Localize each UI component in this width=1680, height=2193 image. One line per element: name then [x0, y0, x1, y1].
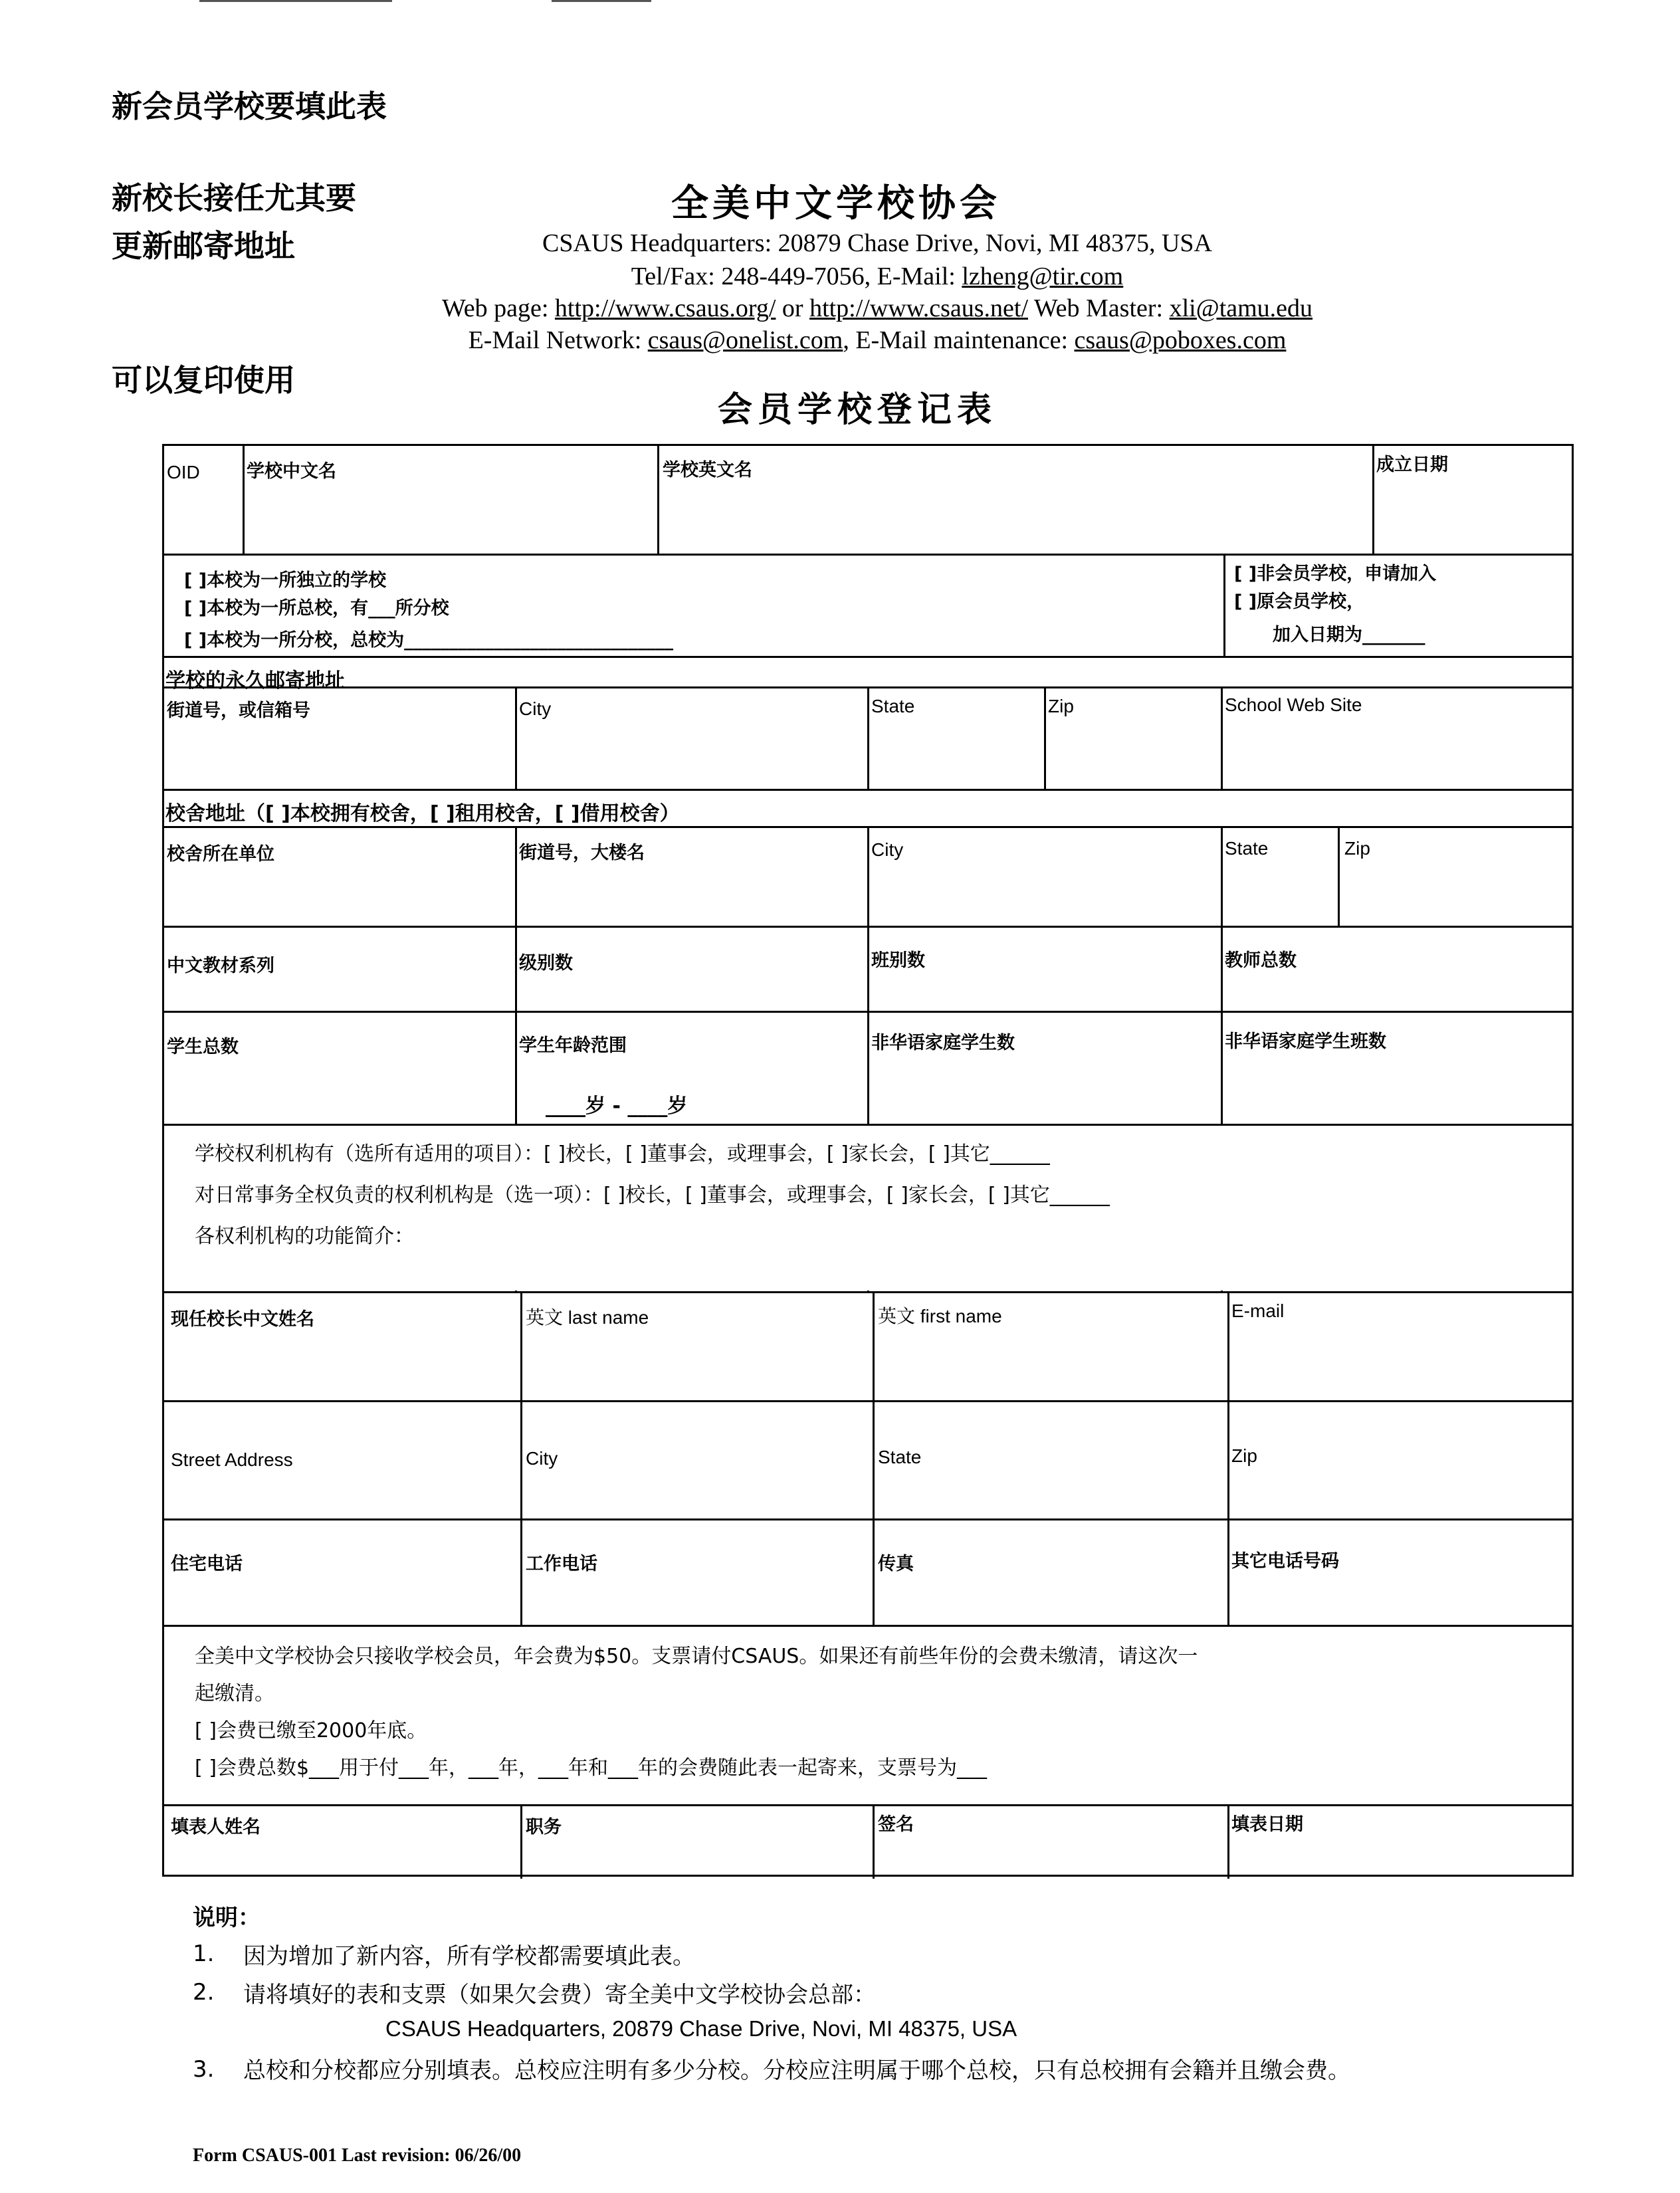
age-range-label: 学生年龄范围 [519, 1035, 627, 1056]
grid-line [515, 686, 517, 789]
note-3-number: 3. [193, 2056, 215, 2083]
city3-label: City [526, 1448, 558, 1469]
grid-line [164, 554, 1572, 556]
note-photocopy: 可以复印使用 [112, 362, 295, 398]
textbook-label: 中文教材系列 [167, 956, 274, 976]
scan-mark-top [552, 0, 651, 2]
note-1-number: 1. [193, 1940, 215, 1967]
web-prefix: Web page: [441, 294, 555, 322]
perm-address-title: 学校的永久邮寄地址 [165, 669, 345, 692]
fee-total-option[interactable]: [ ]会费总数$___用于付___年，___年，___年和___年的会费随此表一起寄来，支票号为___ [195, 1756, 988, 1780]
fee-line-2: 起缴清。 [195, 1682, 274, 1705]
option-nonmember[interactable]: [ ]非会员学校，申请加入 [1234, 564, 1437, 584]
note-2-number: 2. [193, 1979, 215, 2006]
street-address-label: Street Address [171, 1449, 293, 1470]
city2-label: City [871, 839, 904, 860]
scan-mark-top [199, 0, 392, 2]
teacher-total-label: 教师总数 [1225, 950, 1297, 971]
street-po-label: 街道号，或信箱号 [167, 700, 310, 721]
web-line [279, 294, 1475, 323]
grid-line [164, 789, 1572, 791]
registration-form [162, 444, 1574, 1877]
zip3-label: Zip [1231, 1445, 1257, 1466]
zip-label: Zip [1048, 696, 1074, 716]
student-total-label: 学生总数 [167, 1037, 239, 1057]
grid-line [1227, 1804, 1229, 1879]
option-former-member[interactable]: [ ]原会员学校， [1234, 591, 1365, 612]
non-chinese-students-label: 非华语家庭学生数 [871, 1033, 1015, 1053]
note-new-member: 新会员学校要填此表 [112, 88, 387, 124]
email-network-line [279, 326, 1475, 355]
last-name-label: 英文 last name [526, 1307, 649, 1328]
age-range-blank[interactable]: ____岁 - ____岁 [546, 1095, 688, 1118]
zip2-label: Zip [1344, 838, 1370, 859]
state2-label: State [1225, 838, 1269, 859]
grid-line [873, 1291, 875, 1625]
grid-line [1221, 686, 1223, 789]
web-url-org-link[interactable]: http://www.csaus.org/ [554, 294, 776, 322]
governance-line-3: 各权利机构的功能简介： [195, 1225, 414, 1248]
fee-paid-option[interactable]: [ ]会费已缴至2000年底。 [195, 1719, 427, 1742]
school-en-name-label: 学校英文名 [663, 460, 752, 480]
join-date-label: 加入日期为_______ [1273, 625, 1425, 645]
campus-address-title: 校舍地址（[ ]本校拥有校舍，[ ]租用校舍，[ ]借用校舍） [165, 802, 680, 825]
grid-line [164, 1804, 1572, 1806]
note-2-address: CSAUS Headquarters, 20879 Chase Drive, Novi, MI 48375, USA [385, 2016, 1017, 2041]
signature-label: 签名 [878, 1814, 914, 1835]
street-building-label: 街道号，大楼名 [519, 843, 645, 863]
network-prefix: E-Mail Network: [468, 326, 648, 354]
city-label: City [519, 698, 552, 719]
option-branch-campus[interactable]: [ ]本校为一所分校，总校为______________________________ [184, 630, 674, 651]
hq-address: CSAUS Headquarters: 20879 Chase Drive, Novi, MI 48375, USA [542, 229, 1212, 257]
web-master-email-link[interactable]: xli@tamu.edu [1169, 294, 1313, 322]
grid-line [164, 1518, 1572, 1520]
option-main-campus[interactable]: [ ]本校为一所总校，有___所分校 [184, 598, 449, 619]
founded-date-label: 成立日期 [1376, 455, 1448, 475]
tel-fax-text: Tel/Fax: 248-449-7056, E-Mail: [631, 262, 962, 290]
note-3: 总校和分校都应分别填表。总校应注明有多少分校。分校应注明属于哪个总校，只有总校拥有会籍并且缴会费。 [243, 2057, 1350, 2084]
note-1: 因为增加了新内容，所有学校都需要填此表。 [243, 1943, 695, 1970]
grid-line [164, 1291, 1572, 1293]
grid-line [867, 686, 869, 789]
oid-label: OID [167, 462, 200, 482]
first-name-label: 英文 first name [878, 1306, 1002, 1326]
grid-line [164, 926, 1572, 928]
grid-line [243, 446, 245, 554]
form-title: 会员学校登记表 [718, 389, 998, 430]
work-phone-label: 工作电话 [526, 1554, 597, 1574]
filler-name-label: 填表人姓名 [171, 1817, 261, 1837]
grid-line [520, 1291, 522, 1625]
governance-line-2: 对日常事务全权负责的权利机构是（选一项）：[ ]校长，[ ]董事会，或理事会，[ ]家长会，[ ]其它______ [195, 1184, 1110, 1207]
school-cn-name-label: 学校中文名 [247, 461, 336, 482]
fill-date-label: 填表日期 [1231, 1814, 1303, 1835]
class-count-label: 班别数 [871, 950, 925, 971]
fee-line-1: 全美中文学校协会只接收学校会员，年会费为$50。支票请付CSAUS。如果还有前些年份的会费未缴清，请这次一 [195, 1645, 1198, 1668]
grade-count-label: 级别数 [519, 953, 573, 974]
grid-line [873, 1804, 875, 1879]
campus-unit-label: 校舍所在单位 [167, 844, 274, 865]
maint-email-link[interactable]: csaus@poboxes.com [1074, 326, 1287, 354]
tel-fax-email-link[interactable]: lzheng@tir.com [962, 262, 1124, 290]
note-2: 请将填好的表和支票（如果欠会费）寄全美中文学校协会总部： [243, 1982, 876, 2008]
fax-label: 传真 [878, 1554, 914, 1574]
notes-heading: 说明： [193, 1905, 261, 1931]
grid-line [520, 1804, 522, 1879]
grid-line [164, 1625, 1572, 1627]
grid-line [657, 446, 659, 554]
grid-line [164, 1400, 1572, 1402]
network-email-link[interactable]: csaus@onelist.com [647, 326, 843, 354]
other-phone-label: 其它电话号码 [1231, 1551, 1339, 1572]
grid-line [1227, 1291, 1229, 1625]
grid-line [1044, 686, 1046, 789]
option-independent[interactable]: [ ]本校为一所独立的学校 [184, 570, 387, 591]
note-update-address: 更新邮寄地址 [112, 228, 295, 264]
web-url-net-link[interactable]: http://www.csaus.net/ [809, 294, 1028, 322]
state3-label: State [878, 1447, 922, 1467]
state-label: State [871, 696, 915, 716]
web-master-prefix: Web Master: [1028, 294, 1170, 322]
web-or: or [776, 294, 810, 322]
grid-line [1338, 826, 1340, 926]
email-label: E-mail [1231, 1301, 1285, 1321]
governance-line-1: 学校权利机构有（选所有适用的项目）：[ ]校长，[ ]董事会，或理事会，[ ]家长会，[ ]其它______ [195, 1142, 1050, 1166]
grid-line [1372, 446, 1374, 554]
principal-cn-label: 现任校长中文姓名 [171, 1309, 314, 1330]
form-revision-footer: Form CSAUS-001 Last revision: 06/26/00 [193, 2145, 522, 2166]
non-chinese-classes-label: 非华语家庭学生班数 [1225, 1031, 1386, 1052]
grid-line [1223, 554, 1225, 656]
home-phone-label: 住宅电话 [171, 1554, 243, 1574]
position-label: 职务 [526, 1817, 562, 1837]
maint-prefix: , E-Mail maintenance: [843, 326, 1075, 354]
note-new-principal: 新校长接任尤其要 [112, 180, 356, 216]
tel-fax-line [412, 262, 1342, 291]
grid-line [164, 656, 1572, 658]
org-name: 全美中文学校协会 [671, 181, 1001, 225]
website-label: School Web Site [1225, 694, 1362, 715]
grid-line [164, 1011, 1572, 1013]
